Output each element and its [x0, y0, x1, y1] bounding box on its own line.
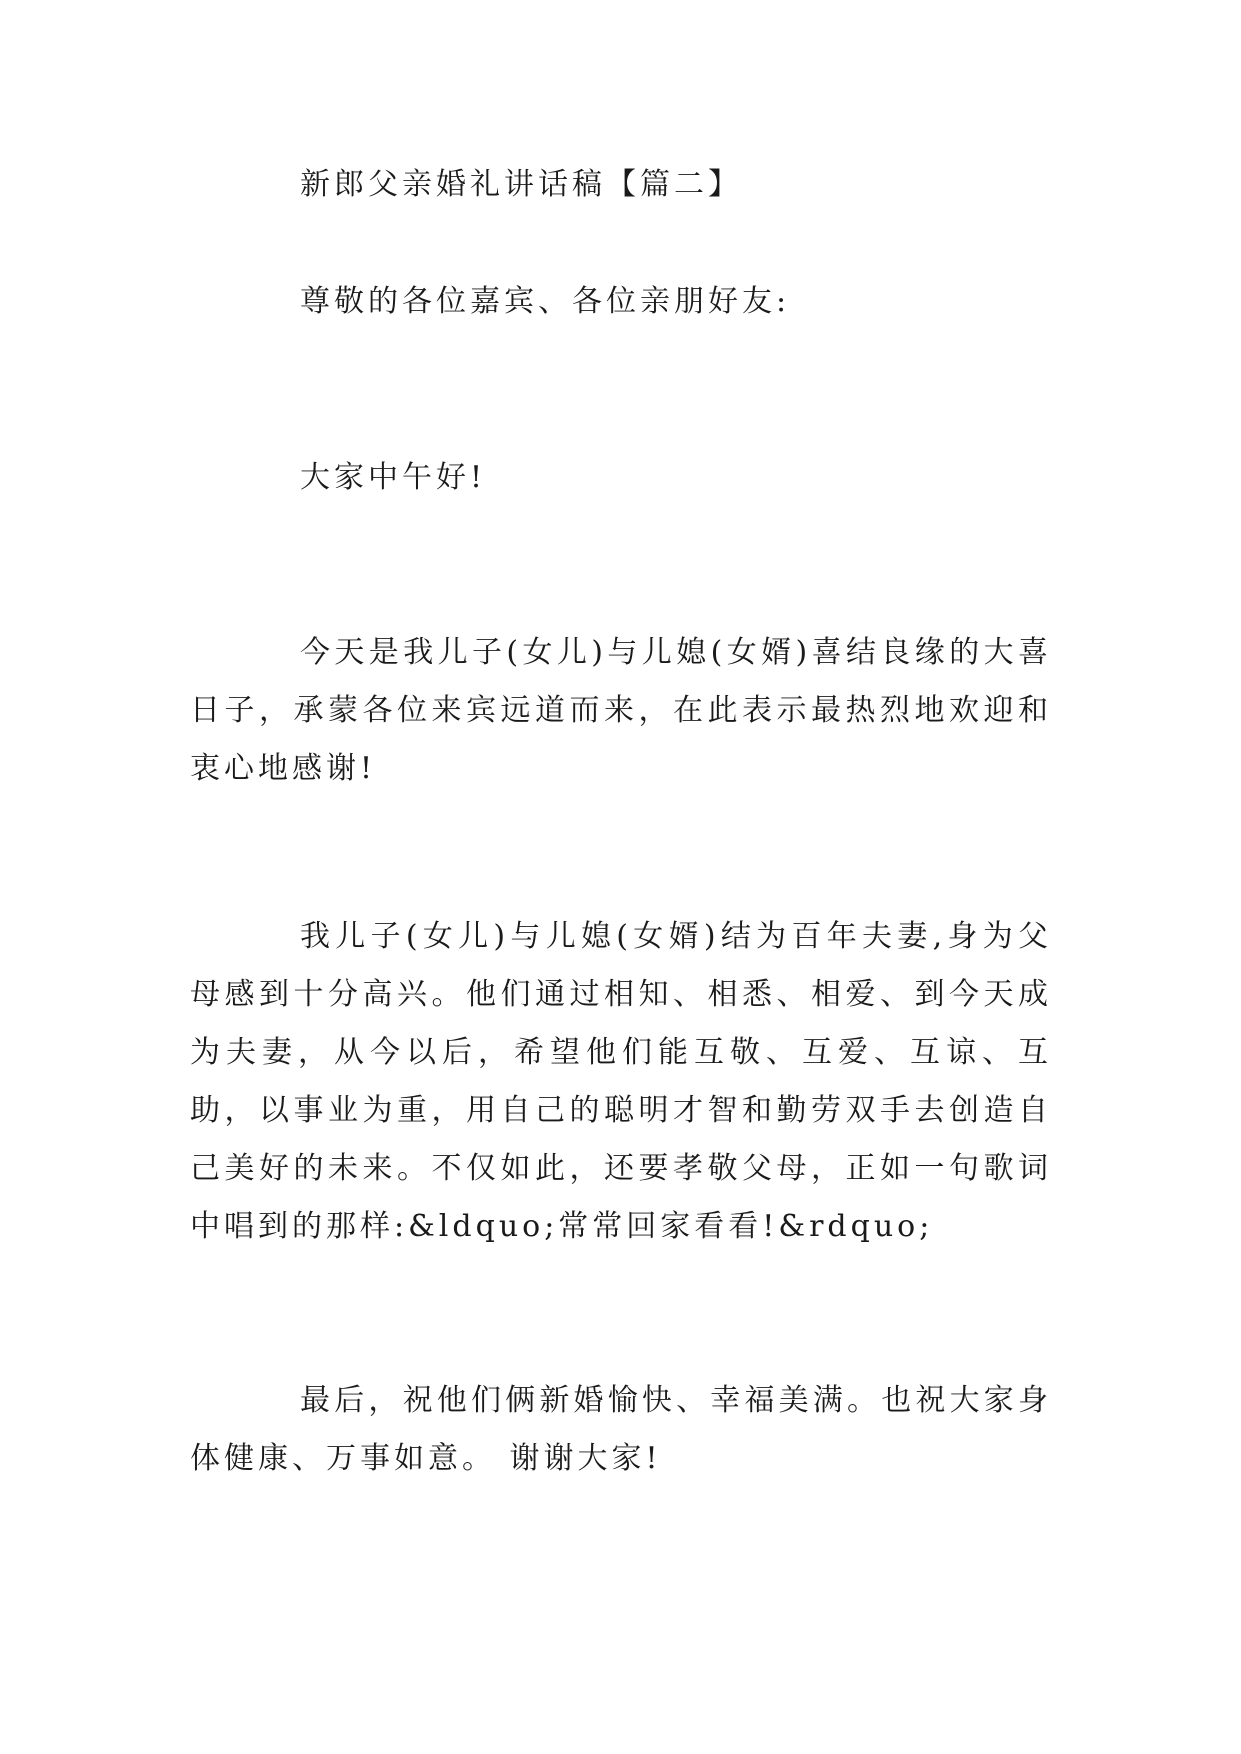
greeting: 大家中午好! [300, 460, 487, 495]
paragraph-closing: 最后，祝他们俩新婚愉快、幸福美满。也祝大家身体健康、万事如意。 谢谢大家! [190, 1383, 1052, 1476]
salutation: 尊敬的各位嘉宾、各位亲朋好友: [300, 284, 791, 319]
paragraph-welcome: 今天是我儿子(女儿)与儿媳(女婿)喜结良缘的大喜日子，承蒙各位来宾远道而来，在此表示最热烈地欢迎和衷心地感谢! [190, 635, 1052, 786]
document-title: 新郎父亲婚礼讲话稿【篇二】 [300, 167, 742, 202]
paragraph-blessing: 我儿子(女儿)与儿媳(女婿)结为百年夫妻,身为父母感到十分高兴。他们通过相知、相悉、相爱、到今天成为夫妻，从今以后，希望他们能互敬、互爱、互谅、互助，以事业为重，用自己的聪明才智和勤劳双手去创造自己美好的未来。不仅如此，还要孝敬父母，正如一句歌词中唱到的那样:&ldquo;常常回家看看!&rdquo; [190, 919, 1052, 1244]
